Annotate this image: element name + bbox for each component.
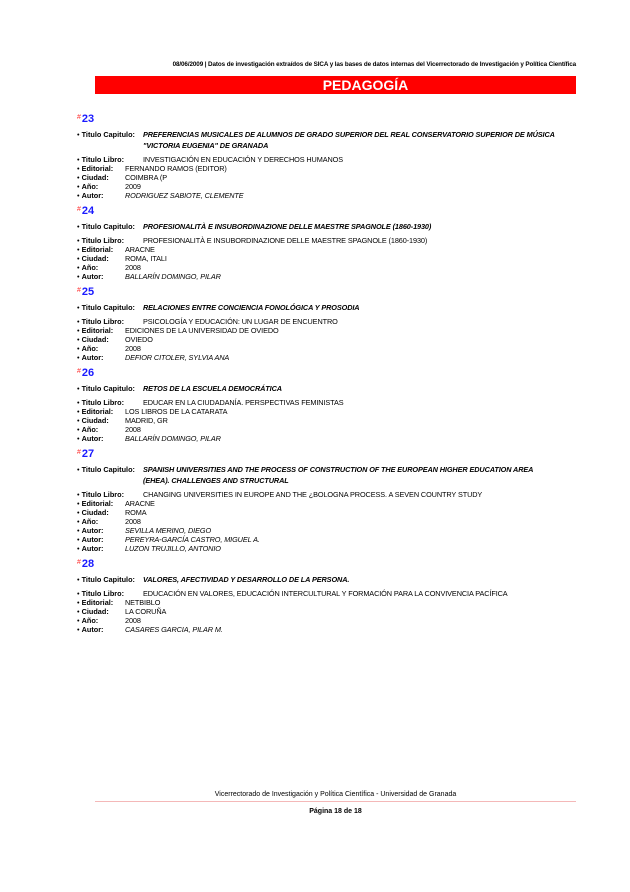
- entry: [77, 448, 557, 553]
- field-label: • Titulo Libro:: [77, 155, 143, 164]
- field-label: • Titulo Libro:: [77, 398, 143, 407]
- field-value: OVIEDO: [125, 335, 153, 344]
- field-row: [77, 191, 557, 200]
- field-row: [77, 344, 557, 353]
- field-label: • Ciudad:: [77, 416, 125, 425]
- field-value: 2008: [125, 425, 141, 434]
- field-row: [77, 434, 557, 443]
- entry-number-value: 28: [81, 558, 95, 570]
- entry-number-value: 23: [81, 113, 95, 125]
- field-row: [77, 490, 557, 499]
- field-row: [77, 164, 557, 173]
- field-value: RELACIONES ENTRE CONCIENCIA FONOLÓGICA Y PROSODIA: [143, 303, 360, 312]
- field-label: • Editorial:: [77, 499, 125, 508]
- entry: [77, 205, 557, 281]
- entry-number-value: 27: [81, 448, 95, 460]
- field-row: [77, 589, 557, 598]
- section-title: PEDAGOGÍA: [95, 76, 576, 94]
- field-value: BALLARÍN DOMINGO, PILAR: [125, 272, 221, 281]
- field-row: [77, 335, 557, 344]
- hash-icon: #: [77, 559, 81, 566]
- field-row: [77, 425, 557, 434]
- entry-number-value: 26: [81, 367, 95, 379]
- field-label: • Editorial:: [77, 598, 125, 607]
- entry-number: [77, 113, 557, 126]
- field-row: [77, 544, 557, 553]
- field-label: • Titulo Capitulo:: [77, 464, 143, 486]
- field-row: [77, 607, 557, 616]
- field-value: 2009: [125, 182, 141, 191]
- field-row: [77, 416, 557, 425]
- field-row: [77, 598, 557, 607]
- field-value: LOS LIBROS DE LA CATARATA: [125, 407, 228, 416]
- entry-number-value: 24: [81, 205, 95, 217]
- field-value: INVESTIGACIÓN EN EDUCACIÓN Y DERECHOS HUMANOS: [143, 155, 343, 164]
- hash-icon: #: [77, 114, 81, 121]
- field-label: • Titulo Capitulo:: [77, 129, 143, 151]
- hash-icon: #: [77, 206, 81, 213]
- entry: [77, 286, 557, 362]
- field-label: • Ciudad:: [77, 607, 125, 616]
- field-value: ARACNE: [125, 245, 155, 254]
- field-row: [77, 353, 557, 362]
- field-label: • Editorial:: [77, 164, 125, 173]
- field-value: ROMA, ITALI: [125, 254, 167, 263]
- field-label: • Año:: [77, 182, 125, 191]
- field-row: [77, 508, 557, 517]
- field-row: [77, 245, 557, 254]
- field-value: EDICIONES DE LA UNIVERSIDAD DE OVIEDO: [125, 326, 279, 335]
- field-value: SEVILLA MERINO, DIEGO: [125, 526, 212, 535]
- field-label: • Año:: [77, 517, 125, 526]
- field-label: • Ciudad:: [77, 173, 125, 182]
- field-row: [77, 616, 557, 625]
- field-label: • Autor:: [77, 353, 125, 362]
- field-label: • Editorial:: [77, 407, 125, 416]
- field-row: [77, 517, 557, 526]
- field-value: PREFERENCIAS MUSICALES DE ALUMNOS DE GRADO SUPERIOR DEL REAL CONSERVATORIO SUPERIOR DE MÚSICA "VICTORIA EUGENIA" DE GRANADA: [143, 130, 555, 150]
- field-label: • Ciudad:: [77, 508, 125, 517]
- field-label: • Autor:: [77, 434, 125, 443]
- entry-number: [77, 205, 557, 218]
- field-value: COIMBRA (P: [125, 173, 167, 182]
- field-row: [77, 263, 557, 272]
- field-value: SPANISH UNIVERSITIES AND THE PROCESS OF CONSTRUCTION OF THE EUROPEAN HIGHER EDUCATION AREA (EHEA). CHALLENGES AND STRUCTURAL: [143, 465, 534, 485]
- field-row: [77, 625, 557, 634]
- field-label: • Titulo Capitulo:: [77, 383, 143, 394]
- entry-number: [77, 367, 557, 380]
- field-label: • Titulo Libro:: [77, 317, 143, 326]
- field-row: [77, 574, 557, 585]
- field-label: • Autor:: [77, 535, 125, 544]
- field-label: • Ciudad:: [77, 254, 125, 263]
- field-value: PROFESIONALITÀ E INSUBORDINAZIONE DELLE MAESTRE SPAGNOLE (1860-1930): [143, 236, 428, 245]
- field-row: [77, 526, 557, 535]
- entry: [77, 367, 557, 443]
- field-row: [77, 129, 557, 151]
- field-label: • Autor:: [77, 625, 125, 634]
- field-value: MADRID, GR: [125, 416, 168, 425]
- field-row: [77, 272, 557, 281]
- field-value: CHANGING UNIVERSITIES IN EUROPE AND THE ¿BOLOGNA PROCESS. A SEVEN COUNTRY STUDY: [143, 490, 483, 499]
- field-value: EDUCAR EN LA CIUDADANÍA. PERSPECTIVAS FEMINISTAS: [143, 398, 344, 407]
- field-label: • Titulo Capitulo:: [77, 302, 143, 313]
- entry-number: [77, 448, 557, 461]
- field-label: • Editorial:: [77, 245, 125, 254]
- field-label: • Año:: [77, 425, 125, 434]
- field-value: RETOS DE LA ESCUELA DEMOCRÁTICA: [143, 384, 282, 393]
- field-value: PEREYRA-GARCÍA CASTRO, MIGUEL A.: [125, 535, 260, 544]
- field-row: [77, 236, 557, 245]
- field-label: • Año:: [77, 616, 125, 625]
- field-row: [77, 383, 557, 394]
- field-label: • Autor:: [77, 272, 125, 281]
- field-value: PSICOLOGÍA Y EDUCACIÓN: UN LUGAR DE ENCUENTRO: [143, 317, 338, 326]
- field-value: VALORES, AFECTIVIDAD Y DESARROLLO DE LA PERSONA.: [143, 575, 350, 584]
- field-value: RODRIGUEZ SABIOTE, CLEMENTE: [125, 191, 244, 200]
- field-value: 2008: [125, 263, 141, 272]
- field-row: [77, 254, 557, 263]
- entry-number: [77, 558, 557, 571]
- field-value: PROFESIONALITÀ E INSUBORDINAZIONE DELLE MAESTRE SPAGNOLE (1860-1930): [143, 222, 432, 231]
- field-row: [77, 155, 557, 164]
- field-row: [77, 182, 557, 191]
- field-label: • Editorial:: [77, 326, 125, 335]
- page-header: 08/06/2009 | Datos de investigación extraídos de SICA y las bases de datos internas del Vicerrectorado de Investigación y Política Científica: [172, 61, 576, 68]
- field-label: • Año:: [77, 263, 125, 272]
- field-label: • Titulo Libro:: [77, 589, 143, 598]
- entry-list: [77, 113, 557, 639]
- hash-icon: #: [77, 368, 81, 375]
- entry-number-value: 25: [81, 286, 95, 298]
- field-label: • Titulo Capitulo:: [77, 574, 143, 585]
- field-label: • Ciudad:: [77, 335, 125, 344]
- field-label: • Año:: [77, 344, 125, 353]
- field-row: [77, 535, 557, 544]
- entry: [77, 558, 557, 634]
- field-value: LUZON TRUJILLO, ANTONIO: [125, 544, 221, 553]
- field-label: • Autor:: [77, 526, 125, 535]
- page-number: Página 18 de 18: [309, 808, 362, 815]
- entry-number: [77, 286, 557, 299]
- entry: [77, 113, 557, 200]
- field-label: • Autor:: [77, 544, 125, 553]
- field-row: [77, 499, 557, 508]
- field-row: [77, 317, 557, 326]
- field-row: [77, 302, 557, 313]
- field-row: [77, 398, 557, 407]
- field-label: • Titulo Capitulo:: [77, 221, 143, 232]
- field-value: EDUCACIÓN EN VALORES, EDUCACIÓN INTERCULTURAL Y FORMACIÓN PARA LA CONVIVENCIA PACÍFICA: [143, 589, 508, 598]
- field-value: 2008: [125, 344, 141, 353]
- footer-divider: [95, 801, 576, 802]
- field-value: NETBIBLO: [125, 598, 161, 607]
- field-row: [77, 173, 557, 182]
- field-value: FERNANDO RAMOS (EDITOR): [125, 164, 227, 173]
- field-value: ARACNE: [125, 499, 155, 508]
- field-value: ROMA: [125, 508, 147, 517]
- field-value: 2008: [125, 517, 141, 526]
- field-value: CASARES GARCIA, PILAR M.: [125, 625, 223, 634]
- field-value: LA CORUÑA: [125, 607, 167, 616]
- field-label: • Titulo Libro:: [77, 490, 143, 499]
- field-row: [77, 326, 557, 335]
- field-value: DEFIOR CITOLER, SYLVIA ANA: [125, 353, 230, 362]
- field-value: 2008: [125, 616, 141, 625]
- field-row: [77, 221, 557, 232]
- hash-icon: #: [77, 449, 81, 456]
- field-label: • Titulo Libro:: [77, 236, 143, 245]
- field-label: • Autor:: [77, 191, 125, 200]
- footer-organization: Vicerrectorado de Investigación y Política Científica - Universidad de Granada: [214, 791, 457, 798]
- hash-icon: #: [77, 287, 81, 294]
- field-row: [77, 464, 557, 486]
- field-value: BALLARÍN DOMINGO, PILAR: [125, 434, 221, 443]
- field-row: [77, 407, 557, 416]
